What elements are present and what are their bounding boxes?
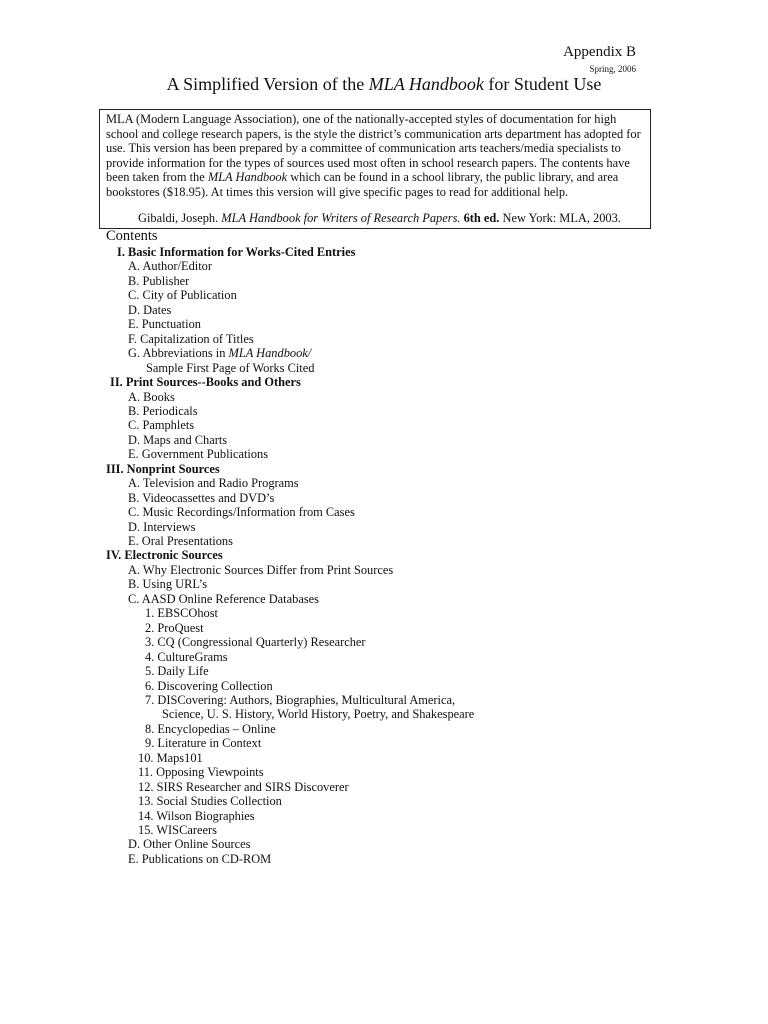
toc-item-text: IV. Electronic Sources bbox=[106, 548, 223, 563]
toc-item bbox=[128, 563, 393, 577]
toc-item-text: C. Music Recordings/Information from Cases bbox=[128, 505, 355, 520]
toc-item bbox=[128, 346, 311, 360]
toc-item-text: C. Pamphlets bbox=[128, 418, 195, 433]
toc-item-text: 1. EBSCOhost bbox=[145, 606, 218, 621]
toc-item bbox=[145, 650, 228, 664]
citation-author: Gibaldi, Joseph. bbox=[138, 211, 222, 225]
toc-item-text: E. Punctuation bbox=[128, 317, 201, 332]
date-label: Spring, 2006 bbox=[589, 64, 636, 74]
toc-item bbox=[128, 332, 254, 346]
title-part-1: A Simplified Version of the bbox=[166, 74, 369, 94]
citation-edition: 6th ed. bbox=[460, 211, 500, 225]
toc-item-text: 13. Social Studies Collection bbox=[138, 794, 282, 809]
intro-box bbox=[99, 109, 651, 229]
toc-item bbox=[128, 404, 198, 418]
intro-text-1: MLA (Modern Language Association), one of the nationally-accepted styles of documentation for high school and college research papers, is the style the district’s communication arts department has adopted for use. This version has been prepared by a committee of communication arts teachers/media specialists to provide information for the types of sources used most often in school research papers. The contents have been taken from the bbox=[106, 112, 641, 184]
toc-item-text: 2. ProQuest bbox=[145, 620, 204, 635]
toc-item-text: G. Abbreviations in bbox=[128, 346, 229, 361]
toc-item bbox=[145, 621, 204, 635]
toc-item-text: 3. CQ (Congressional Quarterly) Researcher bbox=[145, 635, 366, 650]
toc-item-emphasis: MLA Handbook/ bbox=[228, 346, 312, 361]
toc-item-text: B. Periodicals bbox=[128, 403, 198, 418]
toc-item-text: A. Author/Editor bbox=[128, 259, 212, 274]
toc-section-heading bbox=[110, 375, 301, 389]
toc-section-heading bbox=[106, 548, 223, 562]
toc-item-text: F. Capitalization of Titles bbox=[128, 331, 254, 346]
toc-item-text: 5. Daily Life bbox=[145, 664, 209, 679]
intro-text-2: which can be found in a school library, the public library, and area bookstores ($18.95). At times this version will give specific pages to read for additional help. bbox=[106, 170, 619, 199]
toc-item-text: E. Oral Presentations bbox=[128, 534, 233, 548]
toc-item-text: 6. Discovering Collection bbox=[145, 678, 273, 693]
toc-item-text: 4. CultureGrams bbox=[145, 649, 228, 664]
toc-item-text: B. Videocassettes and DVD’s bbox=[128, 490, 275, 505]
toc-item bbox=[128, 288, 237, 302]
title-emphasis: MLA Handbook bbox=[368, 74, 484, 94]
toc-item bbox=[145, 664, 209, 678]
toc-item bbox=[128, 852, 271, 866]
toc-item-text: D. Dates bbox=[128, 302, 172, 317]
toc-item bbox=[128, 447, 268, 461]
toc-item bbox=[128, 476, 299, 490]
toc-item-text: D. Maps and Charts bbox=[128, 432, 228, 447]
toc-item bbox=[138, 751, 203, 765]
toc-item bbox=[145, 606, 218, 620]
toc-item-text: III. Nonprint Sources bbox=[106, 461, 220, 476]
toc-item bbox=[128, 592, 319, 606]
toc-item-text: A. Why Electronic Sources Differ from Print Sources bbox=[128, 562, 394, 577]
citation-publisher: New York: MLA, 2003. bbox=[499, 211, 621, 225]
toc-item bbox=[145, 693, 455, 707]
toc-item-text: A. Books bbox=[128, 389, 175, 404]
toc-item-text: A. Television and Radio Programs bbox=[128, 476, 299, 491]
toc-item bbox=[128, 303, 171, 317]
toc-item bbox=[128, 837, 251, 851]
toc-section-heading bbox=[117, 245, 355, 259]
toc-item bbox=[145, 736, 261, 750]
toc-item bbox=[128, 390, 175, 404]
title-part-2: for Student Use bbox=[483, 74, 602, 94]
toc-item bbox=[128, 505, 355, 519]
toc-item bbox=[128, 491, 274, 505]
citation bbox=[106, 211, 644, 226]
toc-item-text: 9. Literature in Context bbox=[145, 736, 262, 751]
toc-item-text: Sample First Page of Works Cited bbox=[146, 360, 315, 375]
toc-section-heading bbox=[106, 462, 220, 476]
toc-item-text: E. Government Publications bbox=[128, 447, 269, 462]
toc-item-text: B. Using URL’s bbox=[128, 577, 208, 592]
toc-item-text: 7. DISCovering: Authors, Biographies, Multicultural America, bbox=[145, 692, 456, 707]
toc-item-text: E. Publications on CD-ROM bbox=[128, 851, 272, 866]
toc-item-text: D. Interviews bbox=[128, 519, 196, 534]
toc-item-text: 14. Wilson Biographies bbox=[138, 808, 255, 823]
toc-item bbox=[162, 707, 474, 721]
toc-item bbox=[128, 259, 212, 273]
contents-heading: Contents bbox=[106, 228, 158, 244]
toc-item bbox=[128, 577, 207, 591]
toc-item-text: D. Other Online Sources bbox=[128, 837, 251, 852]
toc-item bbox=[138, 809, 255, 823]
toc-item-text: B. Publisher bbox=[128, 273, 190, 288]
citation-title: MLA Handbook for Writers of Research Papers. bbox=[221, 211, 461, 225]
toc-item bbox=[138, 765, 264, 779]
toc-item bbox=[138, 780, 349, 794]
toc-item bbox=[146, 361, 314, 375]
toc-item bbox=[145, 679, 273, 693]
toc-item bbox=[128, 274, 189, 288]
toc-item bbox=[138, 823, 217, 837]
toc-item-text: 11. Opposing Viewpoints bbox=[138, 765, 264, 780]
toc-item-text: C. AASD Online Reference Databases bbox=[128, 591, 319, 606]
toc-item bbox=[145, 722, 276, 736]
toc-item bbox=[128, 520, 195, 534]
toc-item-text: 15. WISCareers bbox=[138, 823, 217, 837]
toc-item bbox=[128, 317, 201, 331]
toc-item-text: II. Print Sources--Books and Others bbox=[110, 375, 301, 390]
toc-item bbox=[128, 433, 227, 447]
appendix-label: Appendix B bbox=[563, 44, 636, 60]
toc-item-text: C. City of Publication bbox=[128, 288, 237, 303]
intro-emphasis: MLA Handbook bbox=[207, 170, 288, 184]
toc-item-text: 12. SIRS Researcher and SIRS Discoverer bbox=[138, 779, 349, 794]
toc-item bbox=[128, 418, 194, 432]
toc-item-text: I. Basic Information for Works-Cited Entries bbox=[117, 245, 356, 259]
toc-item bbox=[128, 534, 233, 548]
page-title bbox=[0, 74, 768, 95]
toc-item-text: 8. Encyclopedias – Online bbox=[145, 721, 276, 736]
toc-item bbox=[145, 635, 366, 649]
intro-paragraph bbox=[106, 112, 644, 199]
toc-item-text: 10. Maps101 bbox=[138, 750, 203, 765]
toc-item-text: Science, U. S. History, World History, Poetry, and Shakespeare bbox=[162, 707, 475, 722]
toc-item bbox=[138, 794, 282, 808]
